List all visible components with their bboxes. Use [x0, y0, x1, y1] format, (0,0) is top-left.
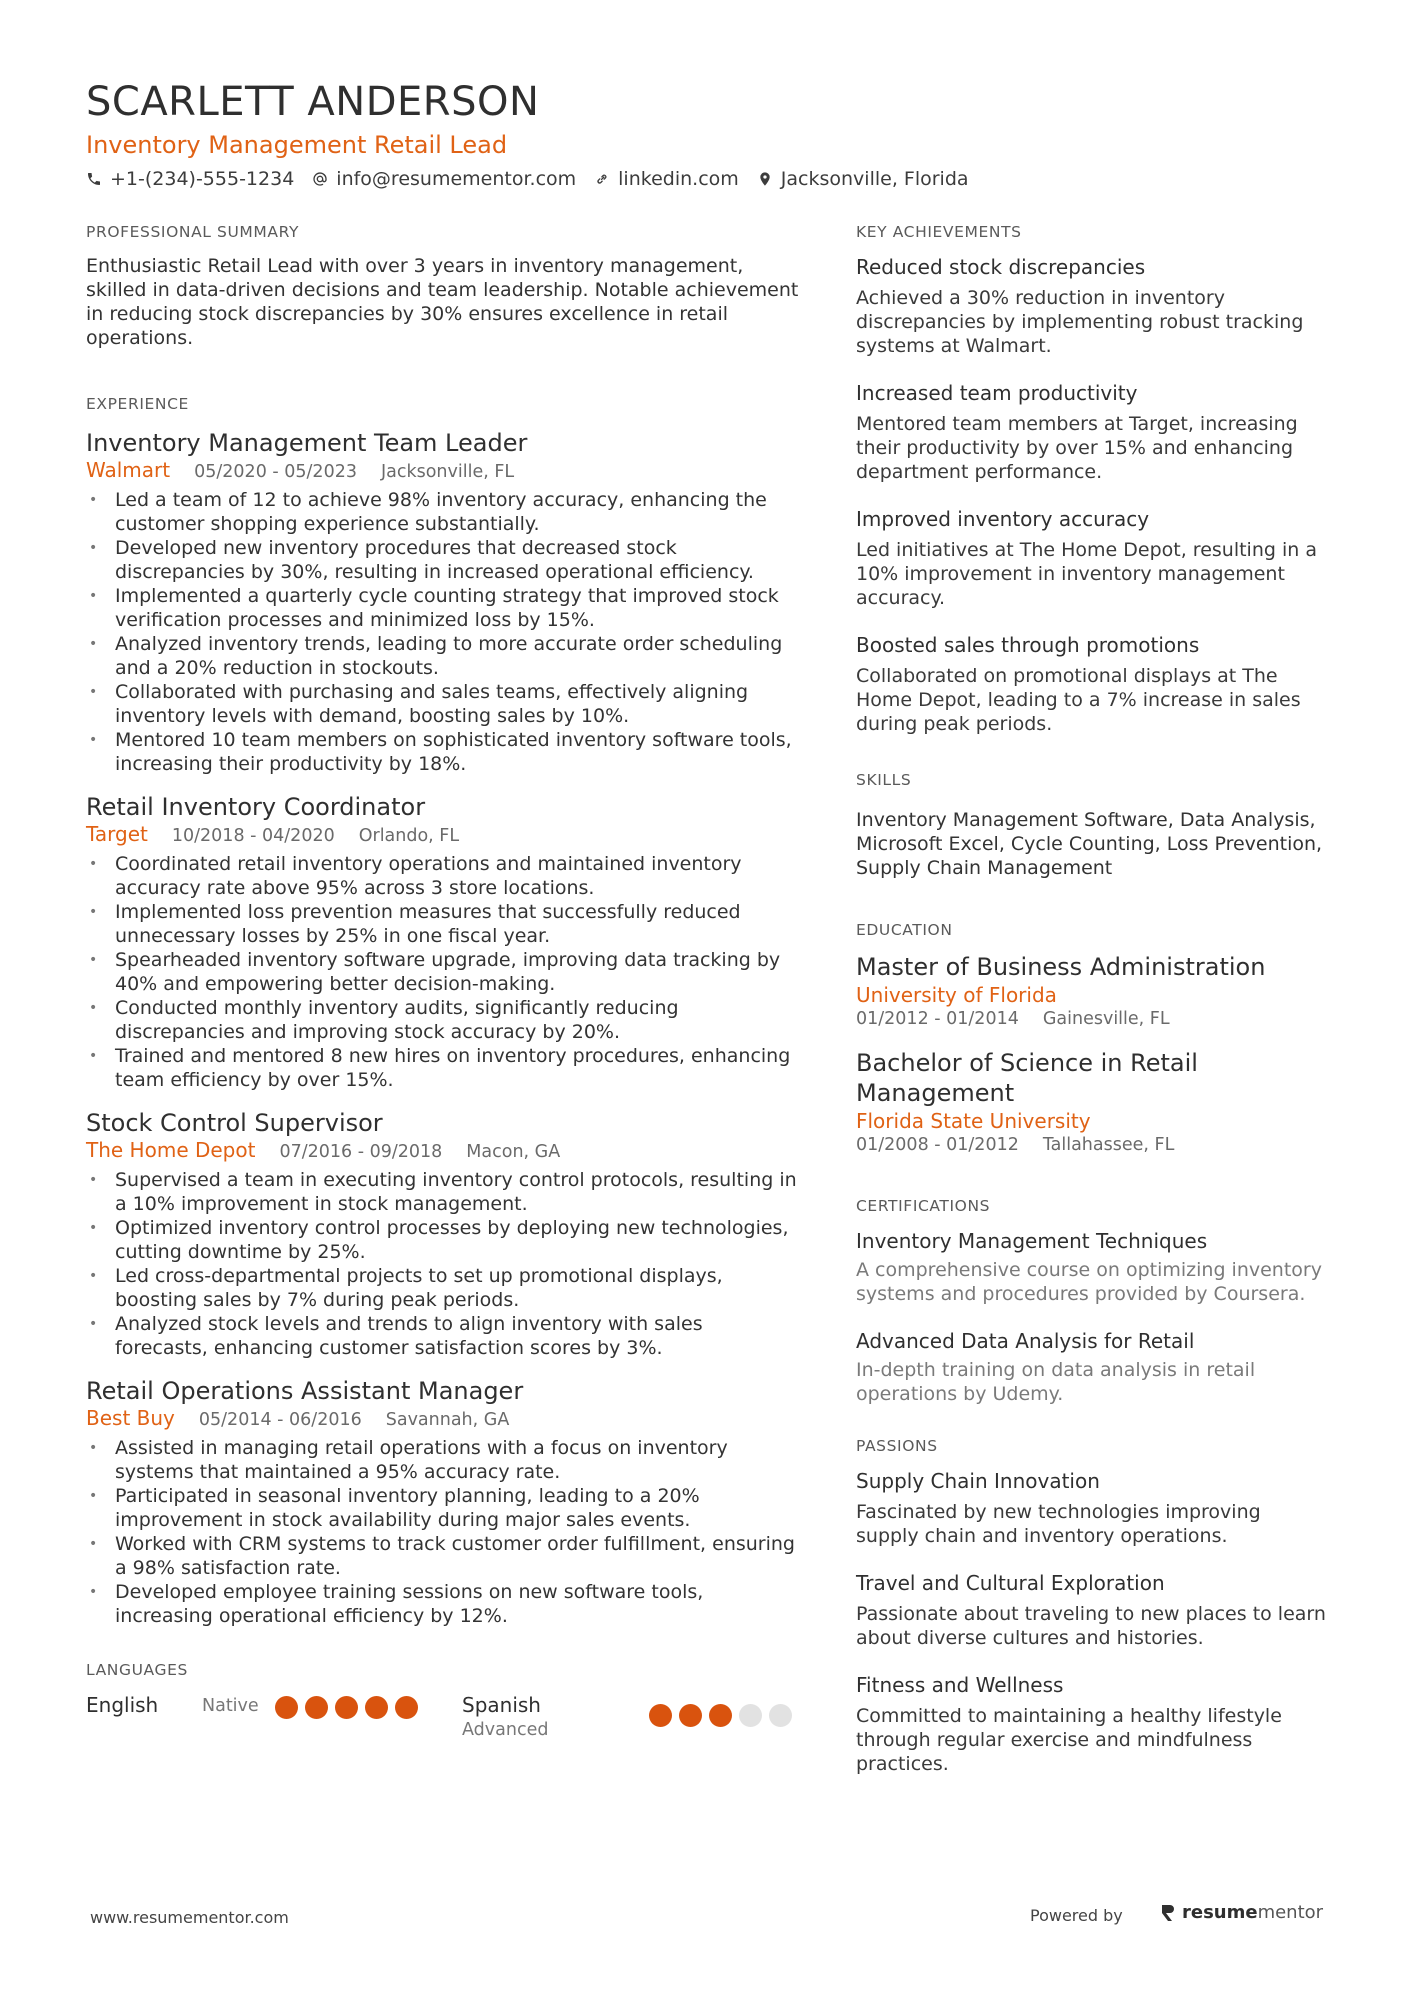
rating-dot-filled	[335, 1696, 358, 1719]
achievement-item	[856, 380, 1326, 484]
education-dates: 01/2012 - 01/2014	[856, 1009, 1019, 1029]
job-bullet: • Participated in seasonal inventory planning, leading to a 20% improvement in stock availability during major sales events.	[86, 1484, 801, 1532]
job-bullet: • Worked with CRM systems to track customer order fulfillment, ensuring a 98% satisfaction rate.	[86, 1532, 801, 1580]
job-bullet: • Implemented a quarterly cycle counting strategy that improved stock verification processes and minimized loss by 15%.	[86, 584, 801, 632]
language-item	[86, 1692, 462, 1719]
summary-section	[86, 222, 801, 350]
certification-text: A comprehensive course on optimizing inventory systems and procedures provided by Coursera.	[856, 1259, 1322, 1305]
language-name: Spanish	[462, 1693, 541, 1717]
candidate-role: Inventory Management Retail Lead	[86, 131, 508, 159]
passions-section	[856, 1436, 1326, 1776]
education-location: Gainesville, FL	[1042, 1009, 1170, 1029]
achievement-text: Achieved a 30% reduction in inventory discrepancies by implementing robust tracking systems at Walmart.	[856, 287, 1304, 357]
job-meta	[86, 1406, 801, 1432]
job-location: Orlando, FL	[358, 826, 460, 846]
job-location: Macon, GA	[466, 1142, 561, 1162]
languages-section	[86, 1660, 801, 1742]
experience-section	[86, 394, 801, 1628]
job-bullet: • Developed new inventory procedures that decreased stock discrepancies by 30%, resulting in increased operational efficiency.	[86, 536, 801, 584]
section-title: EDUCATION	[856, 921, 953, 939]
footer-brand-rest: mentor	[1257, 1902, 1324, 1923]
education-school: Florida State University	[856, 1109, 1091, 1133]
passion-text: Passionate about traveling to new places to learn about diverse cultures and histories.	[856, 1603, 1326, 1649]
rating-dot-filled	[305, 1696, 328, 1719]
contact-linkedin-text[interactable]: linkedin.com	[618, 168, 739, 190]
contact-bar	[86, 166, 1326, 192]
certification-title: Advanced Data Analysis for Retail	[856, 1329, 1195, 1353]
achievement-item	[856, 632, 1326, 736]
contact-email[interactable]	[312, 166, 576, 192]
job-bullet: • Implemented loss prevention measures that successfully reduced unnecessary losses by 25% in one fiscal year.	[86, 900, 801, 948]
job-company: Walmart	[86, 458, 171, 482]
rating-dot-filled	[275, 1696, 298, 1719]
job-meta	[86, 1138, 801, 1164]
job-bullet: • Collaborated with purchasing and sales teams, effectively aligning inventory levels with demand, boosting sales by 10%.	[86, 680, 801, 728]
job-title: Retail Inventory Coordinator	[86, 793, 426, 821]
contact-location	[757, 166, 969, 192]
contact-phone	[86, 166, 294, 192]
education-location: Tallahassee, FL	[1042, 1135, 1175, 1155]
rating-dot-empty	[769, 1704, 792, 1727]
education-degree: Bachelor of Science in Retail Management	[856, 1049, 1198, 1107]
job-bullets	[86, 488, 801, 776]
rating-dot-empty	[739, 1704, 762, 1727]
passion-text: Fascinated by new technologies improving supply chain and inventory operations.	[856, 1501, 1261, 1547]
page-footer	[0, 1900, 1410, 1940]
phone-icon	[86, 171, 102, 187]
job-location: Savannah, GA	[385, 1410, 510, 1430]
job-bullet: • Coordinated retail inventory operations and maintained inventory accuracy rate above 95% across 3 store locations.	[86, 852, 801, 900]
section-title: PROFESSIONAL SUMMARY	[86, 223, 300, 241]
job-bullet: • Spearheaded inventory software upgrade, improving data tracking by 40% and empowering better decision-making.	[86, 948, 801, 996]
job-title: Retail Operations Assistant Manager	[86, 1377, 524, 1405]
language-level: Advanced	[462, 1720, 549, 1740]
achievement-item	[856, 506, 1326, 610]
link-icon	[594, 171, 610, 187]
certification-item	[856, 1328, 1326, 1406]
achievement-title: Boosted sales through promotions	[856, 633, 1200, 657]
rating-dot-filled	[649, 1704, 672, 1727]
passion-title: Supply Chain Innovation	[856, 1469, 1100, 1493]
job-dates: 05/2020 - 05/2023	[194, 462, 357, 482]
job-entry	[86, 428, 801, 776]
education-dates: 01/2008 - 01/2012	[856, 1135, 1019, 1155]
job-bullet: • Analyzed inventory trends, leading to more accurate order scheduling and a 20% reduction in stockouts.	[86, 632, 801, 680]
contact-email-text[interactable]: info@resumementor.com	[336, 168, 577, 190]
job-dates: 10/2018 - 04/2020	[171, 826, 335, 846]
footer-brand[interactable]	[1160, 1902, 1323, 1923]
language-rating	[275, 1696, 418, 1719]
job-bullets	[86, 1436, 801, 1628]
language-level: Native	[202, 1696, 259, 1716]
job-bullet: • Led cross-departmental projects to set up promotional displays, boosting sales by 7% during peak periods.	[86, 1264, 801, 1312]
footer-brand-bold: resume	[1182, 1902, 1258, 1923]
rating-dot-filled	[365, 1696, 388, 1719]
location-pin-icon	[757, 171, 773, 187]
job-company: Target	[86, 822, 148, 846]
section-title: EXPERIENCE	[86, 395, 189, 413]
section-title: CERTIFICATIONS	[856, 1197, 991, 1215]
passion-text: Committed to maintaining a healthy lifestyle through regular exercise and mindfulness practices.	[856, 1705, 1282, 1775]
contact-phone-text: +1-(234)-555-1234	[110, 168, 295, 190]
passion-title: Fitness and Wellness	[856, 1673, 1064, 1697]
passion-item	[856, 1672, 1326, 1776]
achievement-title: Improved inventory accuracy	[856, 507, 1150, 531]
rating-dot-filled	[709, 1704, 732, 1727]
job-company: The Home Depot	[86, 1138, 256, 1162]
job-location: Jacksonville, FL	[380, 462, 515, 482]
achievement-text: Led initiatives at The Home Depot, resulting in a 10% improvement in inventory management accuracy.	[856, 539, 1317, 609]
education-school: University of Florida	[856, 983, 1057, 1007]
education-section	[856, 920, 1326, 1156]
skills-text: Inventory Management Software, Data Analysis, Microsoft Excel, Cycle Counting, Loss Prevention, Supply Chain Management	[856, 809, 1323, 879]
language-item	[462, 1692, 801, 1742]
left-column	[86, 222, 801, 1782]
achievement-title: Increased team productivity	[856, 381, 1138, 405]
contact-location-text: Jacksonville, Florida	[780, 168, 969, 190]
right-column	[856, 222, 1326, 1816]
job-entry	[86, 1376, 801, 1628]
language-name: English	[86, 1693, 159, 1717]
achievements-section	[856, 222, 1326, 736]
job-bullet: • Analyzed stock levels and trends to align inventory with sales forecasts, enhancing customer satisfaction scores by 3%.	[86, 1312, 801, 1360]
rating-dot-filled	[679, 1704, 702, 1727]
education-item	[856, 952, 1326, 1030]
section-title: SKILLS	[856, 771, 912, 789]
job-entry	[86, 792, 801, 1092]
education-item	[856, 1048, 1326, 1156]
passion-item	[856, 1468, 1326, 1548]
job-bullet: • Mentored 10 team members on sophisticated inventory software tools, increasing their productivity by 18%.	[86, 728, 801, 776]
resume-header	[86, 78, 1326, 192]
certifications-section	[856, 1196, 1326, 1406]
resumementor-logo-icon	[1160, 1903, 1176, 1923]
job-bullet: • Developed employee training sessions on new software tools, increasing operational efficiency by 12%.	[86, 1580, 801, 1628]
footer-powered-by: Powered by	[1030, 1906, 1123, 1925]
education-degree: Master of Business Administration	[856, 953, 1266, 981]
candidate-name: SCARLETT ANDERSON	[86, 79, 540, 125]
achievement-text: Mentored team members at Target, increasing their productivity by over 15% and enhancing department performance.	[856, 413, 1298, 483]
section-title: KEY ACHIEVEMENTS	[856, 223, 1022, 241]
education-meta	[856, 1008, 1326, 1030]
section-title: PASSIONS	[856, 1437, 938, 1455]
job-bullet: • Supervised a team in executing inventory control protocols, resulting in a 10% improvement in stock management.	[86, 1168, 801, 1216]
job-bullets	[86, 852, 801, 1092]
job-title: Inventory Management Team Leader	[86, 429, 528, 457]
at-icon	[312, 171, 328, 187]
passion-title: Travel and Cultural Exploration	[856, 1571, 1165, 1595]
skills-section	[856, 770, 1326, 880]
achievement-title: Reduced stock discrepancies	[856, 255, 1146, 279]
job-meta	[86, 458, 801, 484]
language-rating	[649, 1704, 792, 1727]
job-bullet: • Led a team of 12 to achieve 98% inventory accuracy, enhancing the customer shopping experience substantially.	[86, 488, 801, 536]
summary-text: Enthusiastic Retail Lead with over 3 years in inventory management, skilled in data-driven decisions and team leadership. Notable achievement in reducing stock discrepancies by 30% ensures excellence in retail operations.	[86, 255, 799, 349]
job-dates: 05/2014 - 06/2016	[198, 1410, 362, 1430]
job-bullet: • Conducted monthly inventory audits, significantly reducing discrepancies and improving stock accuracy by 20%.	[86, 996, 801, 1044]
job-title: Stock Control Supervisor	[86, 1109, 383, 1137]
job-bullet: • Optimized inventory control processes by deploying new technologies, cutting downtime by 25%.	[86, 1216, 801, 1264]
certification-text: In-depth training on data analysis in retail operations by Udemy.	[856, 1359, 1256, 1405]
certification-title: Inventory Management Techniques	[856, 1229, 1208, 1253]
job-bullets	[86, 1168, 801, 1360]
achievement-item	[856, 254, 1326, 358]
job-entry	[86, 1108, 801, 1360]
achievement-text: Collaborated on promotional displays at The Home Depot, leading to a 7% increase in sales during peak periods.	[856, 665, 1301, 735]
contact-linkedin[interactable]	[594, 166, 739, 192]
language-label-stack	[462, 1692, 649, 1742]
footer-url[interactable]: www.resumementor.com	[90, 1908, 289, 1927]
job-meta	[86, 822, 801, 848]
rating-dot-filled	[395, 1696, 418, 1719]
job-bullet: • Trained and mentored 8 new hires on inventory procedures, enhancing team efficiency by over 15%.	[86, 1044, 801, 1092]
education-meta	[856, 1134, 1326, 1156]
job-company: Best Buy	[86, 1406, 175, 1430]
certification-item	[856, 1228, 1326, 1306]
section-title: LANGUAGES	[86, 1661, 188, 1679]
job-bullet: • Assisted in managing retail operations with a focus on inventory systems that maintained a 95% accuracy rate.	[86, 1436, 801, 1484]
languages-row	[86, 1692, 801, 1742]
job-dates: 07/2016 - 09/2018	[279, 1142, 443, 1162]
passion-item	[856, 1570, 1326, 1650]
